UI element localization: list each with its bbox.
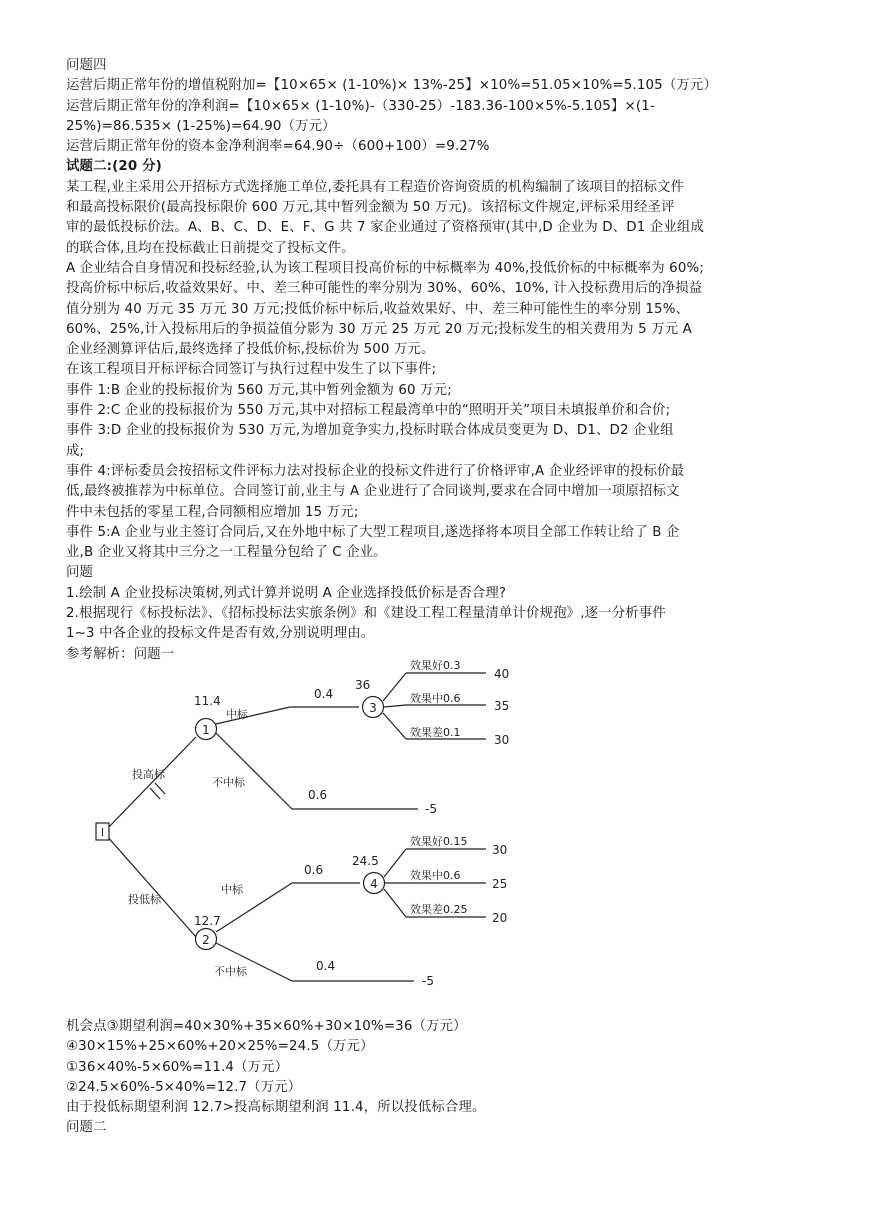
q4-line: 25%)=86.535× (1-25%)=64.90（万元） xyxy=(66,118,336,134)
outcome-3c: 效果差0.1 xyxy=(410,725,461,739)
outcome-4b: 效果中0.6 xyxy=(410,868,461,882)
exam2-line: 的联合体,且均在投标截止日前提交了投标文件。 xyxy=(66,240,355,256)
exam2-line: 事件 4:评标委员会按招标文件评标力法对投标企业的投标文件进行了价格评审,A 企业经评审的投标价最 xyxy=(66,463,685,479)
value-lose-low: -5 xyxy=(422,973,434,988)
calc-line: 问题二 xyxy=(66,1120,107,1136)
exam2-line: 成; xyxy=(66,443,85,459)
prune-mark xyxy=(150,788,160,799)
outcome-line xyxy=(383,713,406,739)
win-low-label: 中标 xyxy=(221,882,243,896)
value-lose-high: -5 xyxy=(425,801,437,816)
value-3b: 35 xyxy=(494,698,510,713)
exam2-line: 投高价标中标后,收益效果好、中、差三种可能性的率分别为 30%、60%、10%, 计入投标费用后的净损益 xyxy=(66,281,703,297)
exam2-line: 业,B 企业又将其中三分之一工程量分包给了 C 企业。 xyxy=(66,545,387,561)
prob-win-high: 0.4 xyxy=(314,686,334,701)
exam2-line: 60%、25%,计入投标用后的争损益值分影为 30 万元 25 万元 20 万元;投标发生的相关费用为 5 万元 A xyxy=(66,321,692,337)
outcome-line xyxy=(384,889,406,917)
exam2-line: 件中未包括的零星工程,合同额相应增加 15 万元; xyxy=(66,504,359,520)
decision-tree-svg xyxy=(88,658,548,1017)
prune-mark xyxy=(155,783,165,794)
ev-node-1: 11.4 xyxy=(194,693,221,708)
q4-line: 运营后期正常年份的净利润=【10×65× (1-10%)-（330-25）-183.36-100×5%-5.105】×(1- xyxy=(66,98,655,114)
lose-high-label: 不中标 xyxy=(212,775,245,789)
exam2-line: 事件 5:A 企业与业主签订合同后,又在外地中标了大型工程项目,遂选择将本项目全部工作转让给了 B 企 xyxy=(66,524,680,540)
node-4-label: 4 xyxy=(370,876,378,891)
prob-lose-low: 0.4 xyxy=(316,958,336,973)
value-4b: 25 xyxy=(492,876,508,891)
value-3c: 30 xyxy=(494,732,510,747)
value-4a: 30 xyxy=(492,842,508,857)
q4-line: 运营后期正常年份的资本金净利润率=64.90÷（600+100）=9.27% xyxy=(66,139,490,155)
value-3a: 40 xyxy=(494,666,510,681)
outcome-line xyxy=(384,705,406,707)
outcome-4c: 效果差0.25 xyxy=(410,902,468,916)
exam2-section xyxy=(66,157,806,664)
exam2-line: A 企业结合自身情况和投标经验,认为该工程项目投高价标的中标概率为 40%,投低价标的中标概率为 60%; xyxy=(66,260,705,276)
q4-heading: 问题四 xyxy=(66,58,107,73)
node-3-label: 3 xyxy=(369,700,377,715)
win-high-label: 中标 xyxy=(226,707,248,721)
prob-win-low: 0.6 xyxy=(304,862,324,877)
high-bid-label: 投高标 xyxy=(132,767,165,781)
ev-node-3: 36 xyxy=(355,677,371,692)
exam2-title: 试题二:(20 分) xyxy=(66,159,162,175)
calc-section xyxy=(66,1017,806,1139)
exam2-line: 和最高投标限价(最高投标限价 600 万元,其中暂列金额为 50 万元)。该招标文件规定,评标采用经圣评 xyxy=(66,200,675,216)
decision-tree xyxy=(88,658,548,1017)
node-2-label: 2 xyxy=(202,932,210,947)
calc-line: ④30×15%+25×60%+20×25%=24.5（万元） xyxy=(66,1039,374,1055)
exam2-line: 事件 2:C 企业的投标报价为 550 万元,其中对招标工程最湾单中的“照明开关”项目未填报单价和合价; xyxy=(66,403,671,419)
outcome-3b: 效果中0.6 xyxy=(410,691,461,705)
exam2-line: 问题 xyxy=(66,565,94,581)
outcome-3a: 效果好0.3 xyxy=(410,658,461,672)
exam2-line: 1.绘制 A 企业投标决策树,列式计算并说明 A 企业选择投低价标是否合理? xyxy=(66,585,507,601)
exam2-line: 在该工程项目开标评标合同签订与执行过程中发生了以下事件; xyxy=(66,362,437,378)
exam2-line: 低,最终被推荐为中标单位。合同签订前,业主与 A 企业进行了合同谈判,要求在合同中增加一项原招标文 xyxy=(66,484,680,500)
exam2-line: 企业经测算评估后,最终选择了投低价标,投标价为 500 万元。 xyxy=(66,342,435,358)
exam2-line: 1~3 中各企业的投标文件是否有效,分别说明理由。 xyxy=(66,626,375,642)
low-bid-label: 投低标 xyxy=(128,892,161,906)
q4-line: 运营后期正常年份的增值税附加=【10×65× (1-10%)× 13%-25】×10%=51.05×10%=5.105（万元） xyxy=(66,78,718,94)
prob-lose-high: 0.6 xyxy=(308,787,328,802)
section-q4 xyxy=(66,56,806,157)
exam2-line: 某工程,业主采用公开招标方式选择施工单位,委托具有工程造价咨询资质的机构编制了该项目的招标文件 xyxy=(66,179,685,195)
exam2-line: 2.根据现行《标投标法》、《招标投标法实旅条例》和《建设工程工程量清单计价规孢》,逐一分析事件 xyxy=(66,606,666,622)
ev-node-2: 12.7 xyxy=(194,913,221,928)
branch-lose-high xyxy=(216,733,292,809)
outcome-line xyxy=(384,849,406,877)
calc-line: 由于投低标期望利润 12.7>投高标期望利润 11.4，所以投低标合理。 xyxy=(66,1100,486,1116)
document-page xyxy=(66,56,806,1139)
exam2-line: 审的最低投标价法。A、B、C、D、E、F、G 共 7 家企业通过了资格预审(其中,D 企业为 D、D1 企业组成 xyxy=(66,220,704,236)
branch-high-bid xyxy=(106,737,196,830)
calc-line: 机会点③期望利润=40×30%+35×60%+30×10%=36（万元） xyxy=(66,1018,467,1034)
outcome-4a: 效果好0.15 xyxy=(410,834,468,848)
value-4c: 20 xyxy=(492,910,508,925)
calc-line: ②24.5×60%-5×40%=12.7（万元） xyxy=(66,1079,302,1095)
exam2-line: 参考解析：问题一 xyxy=(66,646,175,662)
decision-node-label: I xyxy=(100,825,105,839)
exam2-line: 值分别为 40 万元 35 万元 30 万元;投低价标中标后,收益效果好、中、差三种可能性生的率分别 15%、 xyxy=(66,301,690,317)
calc-line: ①36×40%-5×60%=11.4（万元） xyxy=(66,1059,289,1075)
exam2-line: 事件 1:B 企业的投标报价为 560 万元,其中暂列金额为 60 万元; xyxy=(66,382,452,398)
lose-low-label: 不中标 xyxy=(214,964,247,978)
exam2-line: 事件 3:D 企业的投标报价为 530 万元,为增加竟争实力,投标时联合体成员变更为 D、D1、D2 企业组 xyxy=(66,423,674,439)
branch-low-bid xyxy=(106,835,196,937)
ev-node-4: 24.5 xyxy=(352,853,379,868)
outcome-line xyxy=(383,673,406,701)
node-1-label: 1 xyxy=(202,722,210,737)
